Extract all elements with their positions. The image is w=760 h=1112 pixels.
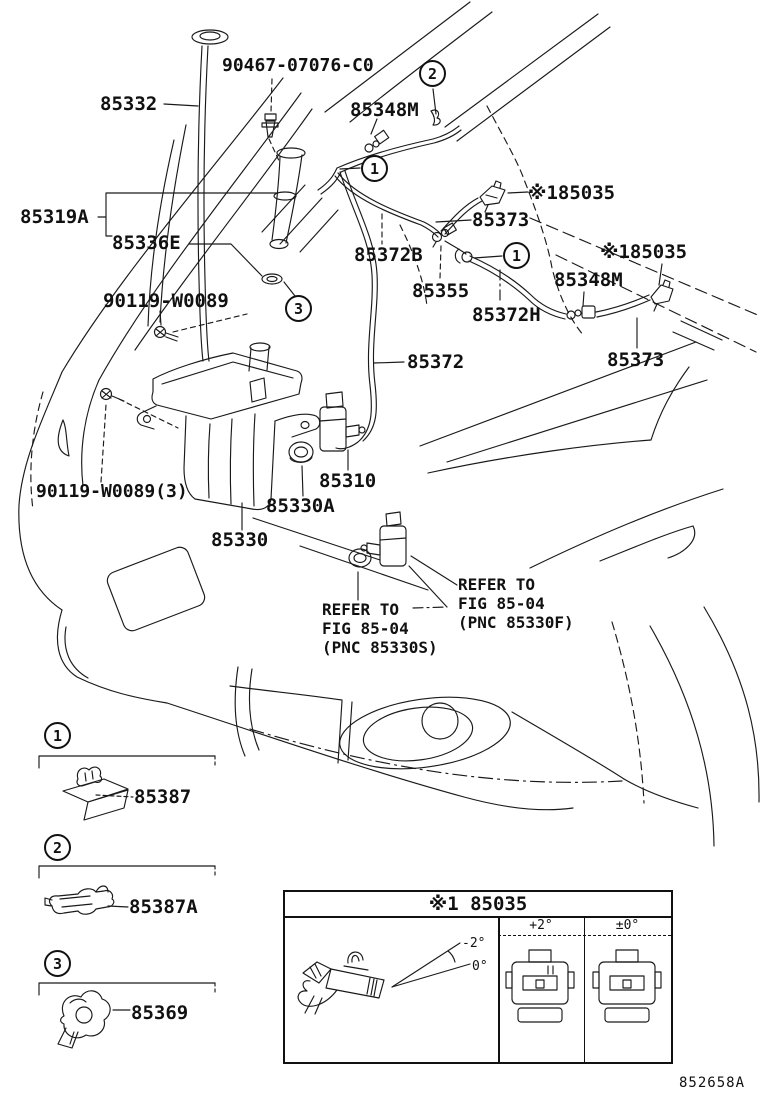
legend-part-label-85387A: 85387A bbox=[129, 896, 198, 918]
part-label-85319A: 85319A bbox=[20, 206, 89, 228]
refer-note-line: REFER TO bbox=[322, 600, 400, 619]
callout-circle-3: 3 bbox=[285, 295, 312, 322]
clip-85387a-drawing bbox=[45, 886, 114, 914]
refer-note-85330F bbox=[458, 575, 574, 632]
part-label-85336E: 85336E bbox=[112, 232, 181, 254]
refer-note-line: FIG 85-04 bbox=[458, 594, 545, 613]
part-label-90119-W0089-3: 90119-W0089(3) bbox=[36, 481, 188, 502]
part-label-85348M-1: 85348M bbox=[350, 99, 419, 121]
refer-note-line: REFER TO bbox=[458, 575, 536, 594]
spray-angle-label-lower: 0° bbox=[472, 959, 488, 974]
legend-callout-2: 2 bbox=[44, 834, 71, 861]
legend-part-label-85387: 85387 bbox=[134, 786, 192, 808]
callout-circle-2: 2 bbox=[419, 60, 446, 87]
part-label-85330: 85330 bbox=[211, 529, 269, 551]
hose-and-nozzle-drawings bbox=[192, 30, 673, 449]
part-label-85372H: 85372H bbox=[472, 304, 541, 326]
part-label-85348M-2: 85348M bbox=[554, 269, 623, 291]
part-label-85355: 85355 bbox=[412, 280, 470, 302]
clip-85387-drawing bbox=[63, 767, 128, 820]
part-label-90119-W0089: 90119-W0089 bbox=[103, 290, 229, 312]
refer-note-line: (PNC 85330S) bbox=[322, 638, 438, 657]
nozzle-spec-inset bbox=[283, 890, 673, 1064]
part-label-90467-07076-C0: 90467-07076-C0 bbox=[222, 55, 374, 76]
spray-angle-label-upper: -2° bbox=[462, 936, 486, 951]
inset-column-header-plus2: +2° bbox=[529, 918, 553, 933]
car-body-line-art bbox=[19, 2, 760, 846]
inset-header-underline bbox=[498, 935, 671, 936]
part-label-85330A: 85330A bbox=[266, 495, 335, 517]
inset-vertical-divider bbox=[498, 916, 500, 1062]
refer-note-line: (PNC 85330F) bbox=[458, 613, 574, 632]
part-label-85035-1: ※185035 bbox=[528, 182, 616, 204]
part-label-85310: 85310 bbox=[319, 470, 377, 492]
clamp-85369-drawing bbox=[58, 991, 110, 1048]
legend-callout-3: 3 bbox=[44, 950, 71, 977]
legend-part-label-85369: 85369 bbox=[131, 1002, 189, 1024]
part-label-85373-2: 85373 bbox=[607, 349, 665, 371]
inset-column-header-zero: ±0° bbox=[615, 918, 640, 933]
callout-circle-1a: 1 bbox=[361, 155, 388, 182]
legend-part-drawings bbox=[45, 767, 128, 1048]
part-label-85372B: 85372B bbox=[354, 244, 423, 266]
part-label-85373-1: 85373 bbox=[472, 209, 530, 231]
legend-callout-1: 1 bbox=[44, 722, 71, 749]
drawing-code: 852658A bbox=[679, 1075, 746, 1091]
refer-note-line: FIG 85-04 bbox=[322, 619, 409, 638]
part-label-85035-2: ※185035 bbox=[600, 241, 688, 263]
inset-title: ※1 85035 bbox=[285, 892, 671, 918]
refer-note-85330S bbox=[322, 600, 438, 657]
callout-circle-1b: 1 bbox=[503, 242, 530, 269]
part-label-85372: 85372 bbox=[407, 351, 465, 373]
part-label-85332: 85332 bbox=[100, 93, 158, 115]
inset-column-divider bbox=[584, 916, 585, 1062]
